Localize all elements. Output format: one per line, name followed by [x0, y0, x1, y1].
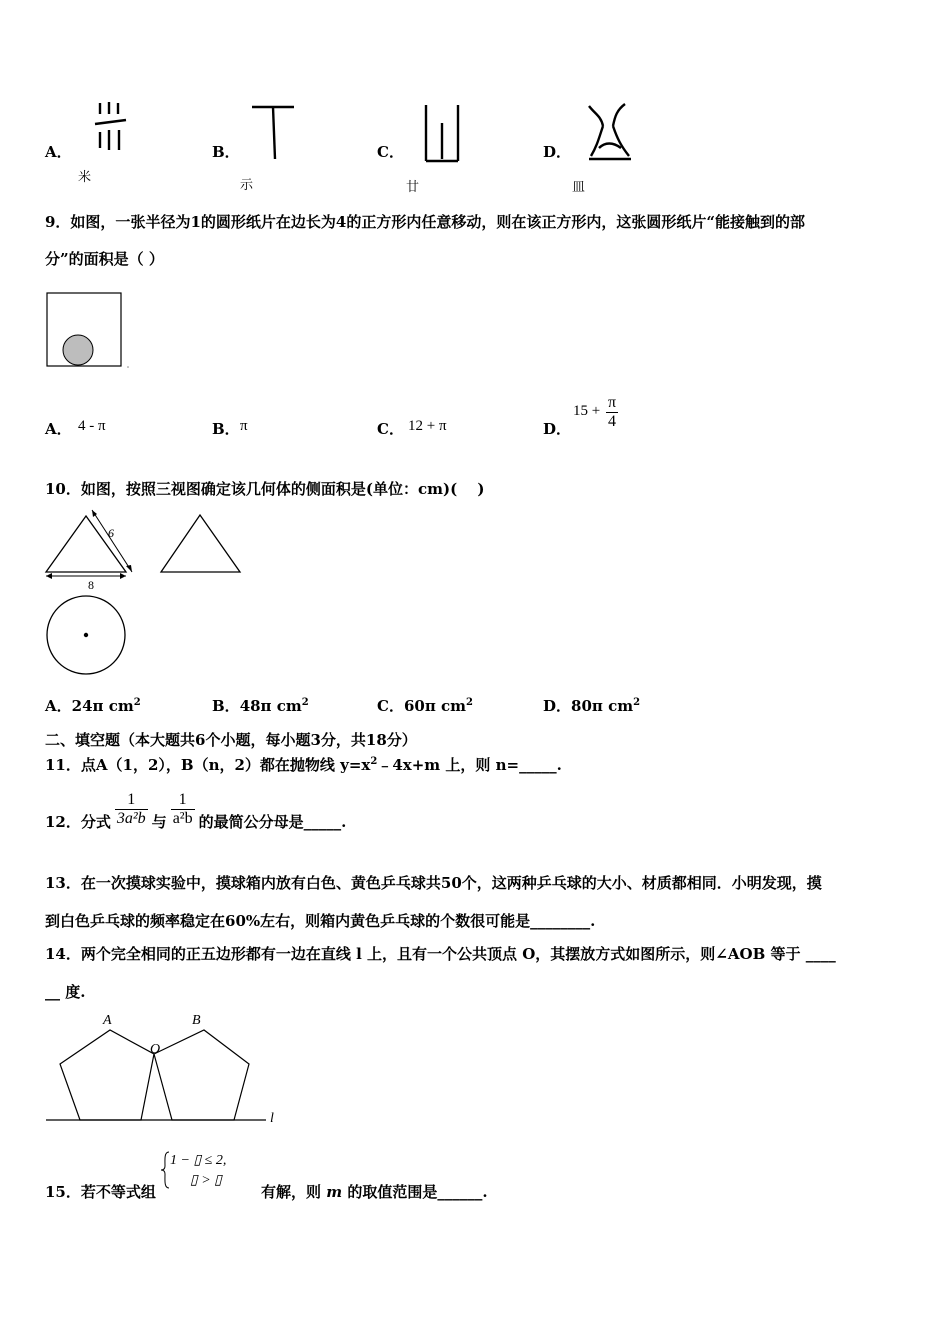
- q9-option-d-frac-num: π: [608, 394, 617, 411]
- q8-option-c-glyph: [420, 103, 465, 165]
- q12-frac1-den: 3a²b: [116, 810, 146, 827]
- q8-option-b-caption: 示: [240, 177, 254, 192]
- q9-option-d-fraction: [606, 394, 618, 431]
- q10-label-base: 8: [88, 578, 94, 592]
- q10-side-view: [158, 512, 244, 576]
- q14-label-a: A: [103, 1013, 112, 1028]
- q12-stem: [45, 787, 346, 832]
- q9-option-a-value: 4 - π: [78, 418, 106, 434]
- q15-suffix-a: 有解，则: [261, 1183, 322, 1201]
- q10-option-d-exp: 2: [633, 697, 641, 708]
- q14-stem-line2: __ 度.: [45, 983, 86, 1001]
- q15-system-line1: 1 − ▯ ≤ 2,: [170, 1153, 227, 1168]
- q12-suffix: 的最简公分母是_____.: [198, 813, 347, 831]
- q9-option-b-value: π: [240, 418, 248, 434]
- q8-option-d-label[interactable]: D．: [543, 143, 572, 161]
- q10-option-b-label: B．: [212, 697, 240, 715]
- q11-text-b: ﹣4x+m 上，则 n=_____.: [377, 756, 562, 774]
- q8-option-a-caption: 米: [78, 169, 92, 184]
- q9-option-a-label[interactable]: A．: [45, 420, 72, 438]
- q10-stem: 10．如图，按照三视图确定该几何体的侧面积是(单位：cm)( ): [45, 480, 485, 498]
- q10-option-b[interactable]: [212, 695, 309, 716]
- q14-stem-line1: 14．两个完全相同的正五边形都有一边在直线 l 上，且有一个公共顶点 O，其摆放方式如图所示，则∠AOB 等于 ____: [45, 945, 836, 963]
- q8-option-b-label[interactable]: B．: [212, 143, 240, 161]
- q9-option-d-label[interactable]: D．: [543, 420, 572, 438]
- q9-figure-square-circle: [46, 292, 130, 370]
- q11-exp: 2: [370, 756, 378, 767]
- q8-option-d-glyph: [585, 102, 635, 164]
- q9-stem-line1: 9．如图，一张半径为1的圆形纸片在边长为4的正方形内任意移动，则在该正方形内，这张圆形纸片“能接触到的部: [45, 213, 805, 231]
- q12-fraction-2: [171, 791, 195, 828]
- q10-option-c-value: 60π cm: [403, 697, 467, 715]
- q9-stem-line2: 分”的面积是（ ）: [45, 250, 164, 268]
- q8-option-c-label[interactable]: C．: [377, 143, 404, 161]
- q10-option-a-value: 24π cm: [71, 697, 134, 715]
- q10-option-d-label: D．: [543, 697, 572, 715]
- q12-prefix: 12．分式: [45, 813, 111, 831]
- q9-option-c-value: 12 + π: [408, 418, 447, 434]
- q10-option-d[interactable]: [543, 695, 640, 716]
- q10-option-b-value: 48π cm: [239, 697, 302, 715]
- q10-option-a-label: A．: [45, 697, 72, 715]
- q10-option-d-value: 80π cm: [571, 697, 634, 715]
- q13-stem-line1: 13．在一次摸球实验中，摸球箱内放有白色、黄色乒乓球共50个，这两种乒乓球的大小、材质都相同．小明发现，摸: [45, 874, 822, 892]
- q8-option-a-glyph: [92, 100, 132, 160]
- q10-option-a[interactable]: [45, 695, 141, 716]
- q14-pentagons-figure: [44, 1012, 284, 1132]
- q10-option-a-exp: 2: [133, 697, 141, 708]
- q10-top-view: [45, 595, 129, 677]
- q10-option-c-label: C．: [377, 697, 404, 715]
- q14-label-l: l: [270, 1111, 274, 1126]
- q12-frac2-num: 1: [178, 791, 187, 808]
- q9-option-c-label[interactable]: C．: [377, 420, 404, 438]
- q10-option-b-exp: 2: [301, 697, 309, 708]
- q10-option-c[interactable]: [377, 695, 473, 716]
- q15-prefix: 15．若不等式组: [45, 1183, 156, 1201]
- q9-option-d-frac-den: 4: [608, 413, 617, 430]
- q15-system-line2: ▯ > ▯: [190, 1173, 222, 1188]
- q15-var: m: [326, 1183, 343, 1201]
- q14-label-o: O: [150, 1042, 161, 1057]
- q12-fraction-1: [115, 791, 148, 828]
- q8-option-a-label[interactable]: A．: [45, 143, 72, 161]
- q10-option-c-exp: 2: [466, 697, 474, 708]
- q12-frac1-num: 1: [127, 791, 136, 808]
- q15-suffix-b: 的取值范围是______.: [347, 1183, 488, 1201]
- q10-label-side: 6: [108, 526, 114, 540]
- q15-suffix: [261, 1181, 488, 1202]
- q12-frac2-den: a²b: [172, 810, 193, 827]
- q9-option-b-label[interactable]: B．: [212, 420, 240, 438]
- q8-option-b-glyph: [250, 103, 300, 163]
- q8-option-c-caption: 廿: [406, 179, 420, 194]
- section2-title: 二、填空题（本大题共6个小题，每小题3分，共18分）: [45, 731, 417, 749]
- q9-option-d-prefix: 15 +: [573, 403, 601, 419]
- q13-stem-line2: 到白色乒乓球的频率稳定在60%左右，则箱内黄色乒乓球的个数很可能是________.: [45, 912, 596, 930]
- q14-label-b: B: [192, 1013, 201, 1028]
- q8-option-d-caption: 皿: [572, 179, 586, 194]
- q11-text-a: 11．点A（1，2），B（n，2）都在抛物线 y=x: [45, 756, 371, 774]
- q11-stem: [45, 754, 562, 775]
- q12-connector: 与: [151, 813, 167, 831]
